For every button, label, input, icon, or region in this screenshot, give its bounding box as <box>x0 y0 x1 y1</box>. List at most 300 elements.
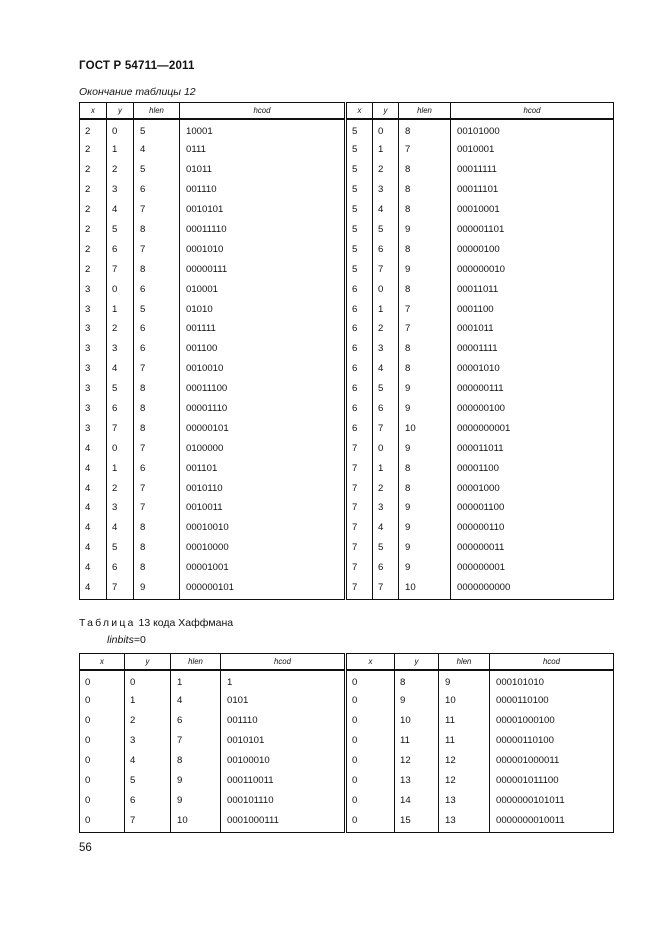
cell-x: 2 <box>80 220 107 240</box>
cell-hcod: 000001000011 <box>490 751 614 771</box>
cell-y: 14 <box>395 790 439 810</box>
cell-hcod: 0001100 <box>451 299 614 319</box>
cell-hcod: 0010001 <box>451 140 614 160</box>
cell-x: 3 <box>80 379 107 399</box>
cell-hlen: 6 <box>134 339 180 359</box>
table-row <box>347 711 614 731</box>
cell-x: 7 <box>347 518 373 538</box>
cell-x: 0 <box>347 731 395 751</box>
cell-x: 6 <box>347 359 373 379</box>
cell-hcod: 0001010 <box>180 239 345 259</box>
table-row <box>80 399 345 419</box>
cell-hlen: 8 <box>399 478 451 498</box>
cell-hcod: 001111 <box>180 319 345 339</box>
cell-hlen: 13 <box>439 790 490 810</box>
column-header-x: x <box>347 654 395 671</box>
cell-hlen: 9 <box>399 498 451 518</box>
cell-y: 5 <box>373 538 399 558</box>
cell-hlen: 7 <box>134 239 180 259</box>
cell-x: 2 <box>80 160 107 180</box>
table-row <box>80 538 345 558</box>
cell-hcod: 000000101 <box>180 578 345 600</box>
cell-hlen: 9 <box>134 578 180 600</box>
cell-x: 0 <box>80 751 125 771</box>
cell-y: 7 <box>125 810 171 832</box>
cell-hlen: 9 <box>399 399 451 419</box>
cell-hcod: 00010001 <box>451 200 614 220</box>
cell-hlen: 8 <box>399 359 451 379</box>
cell-hcod: 0010010 <box>180 359 345 379</box>
cell-hcod: 0100000 <box>180 438 345 458</box>
cell-hcod: 00000111 <box>180 259 345 279</box>
cell-hcod: 001110 <box>180 180 345 200</box>
cell-y: 2 <box>373 160 399 180</box>
table-row <box>347 379 614 399</box>
cell-hlen: 8 <box>399 160 451 180</box>
cell-x: 7 <box>347 578 373 600</box>
cell-x: 6 <box>347 418 373 438</box>
table-row <box>347 339 614 359</box>
cell-hlen: 5 <box>134 119 180 140</box>
cell-y: 7 <box>373 418 399 438</box>
cell-hlen: 8 <box>171 751 221 771</box>
cell-y: 2 <box>373 478 399 498</box>
cell-y: 1 <box>373 458 399 478</box>
cell-y: 0 <box>373 119 399 140</box>
table-row <box>80 279 345 299</box>
cell-hcod: 000110011 <box>221 771 345 791</box>
cell-x: 0 <box>80 670 125 691</box>
table-row <box>80 319 345 339</box>
table-row <box>80 119 345 140</box>
cell-hlen: 9 <box>439 670 490 691</box>
cell-hlen: 9 <box>399 438 451 458</box>
cell-x: 0 <box>347 771 395 791</box>
cell-hlen: 10 <box>399 578 451 600</box>
cell-hcod: 0000110100 <box>490 691 614 711</box>
cell-x: 0 <box>347 751 395 771</box>
table-row <box>80 458 345 478</box>
table-row <box>347 670 614 691</box>
cell-hcod: 00000100 <box>451 239 614 259</box>
cell-hlen: 6 <box>134 180 180 200</box>
cell-y: 7 <box>107 578 134 600</box>
table-row <box>80 239 345 259</box>
table-row <box>347 538 614 558</box>
cell-hlen: 8 <box>399 200 451 220</box>
cell-hlen: 6 <box>134 319 180 339</box>
table-row <box>80 711 345 731</box>
cell-hcod: 0001011 <box>451 319 614 339</box>
cell-hcod: 00001010 <box>451 359 614 379</box>
cell-y: 7 <box>107 418 134 438</box>
cell-y: 6 <box>107 239 134 259</box>
cell-x: 7 <box>347 478 373 498</box>
cell-x: 2 <box>80 239 107 259</box>
table-row <box>80 379 345 399</box>
column-header-y: y <box>373 103 399 120</box>
cell-y: 2 <box>107 478 134 498</box>
table13-caption-title: 13 кода Хаффмана <box>138 617 234 629</box>
cell-hcod: 000000110 <box>451 518 614 538</box>
table-row <box>80 299 345 319</box>
cell-y: 12 <box>395 751 439 771</box>
cell-x: 0 <box>347 691 395 711</box>
page-number: 56 <box>79 842 92 854</box>
cell-hlen: 8 <box>399 119 451 140</box>
cell-x: 6 <box>347 319 373 339</box>
cell-hcod: 00011110 <box>180 220 345 240</box>
table-row <box>80 498 345 518</box>
cell-hlen: 6 <box>171 711 221 731</box>
cell-hcod: 001101 <box>180 458 345 478</box>
table-row <box>347 220 614 240</box>
cell-hlen: 8 <box>399 180 451 200</box>
cell-hcod: 00001111 <box>451 339 614 359</box>
table13-right-half <box>346 653 614 833</box>
cell-hcod: 000000011 <box>451 538 614 558</box>
cell-hlen: 12 <box>439 771 490 791</box>
cell-x: 3 <box>80 339 107 359</box>
cell-y: 6 <box>107 558 134 578</box>
cell-hlen: 13 <box>439 810 490 832</box>
linbits-note <box>107 634 146 646</box>
table-row <box>80 691 345 711</box>
cell-hlen: 9 <box>399 518 451 538</box>
cell-x: 3 <box>80 418 107 438</box>
cell-x: 0 <box>347 670 395 691</box>
table-row <box>80 259 345 279</box>
cell-y: 3 <box>125 731 171 751</box>
cell-hcod: 0101 <box>221 691 345 711</box>
cell-hlen: 7 <box>399 319 451 339</box>
cell-x: 6 <box>347 299 373 319</box>
cell-hcod: 01011 <box>180 160 345 180</box>
cell-y: 5 <box>107 379 134 399</box>
cell-y: 4 <box>373 518 399 538</box>
table-row <box>347 359 614 379</box>
table-row <box>80 140 345 160</box>
table-row <box>80 200 345 220</box>
column-header-hlen: hlen <box>439 654 490 671</box>
column-header-hcod: hcod <box>180 103 345 120</box>
cell-x: 0 <box>80 711 125 731</box>
cell-x: 0 <box>80 790 125 810</box>
cell-x: 3 <box>80 359 107 379</box>
table-row <box>347 498 614 518</box>
cell-hlen: 9 <box>399 379 451 399</box>
cell-x: 4 <box>80 478 107 498</box>
cell-x: 0 <box>347 790 395 810</box>
cell-hcod: 000000111 <box>451 379 614 399</box>
cell-x: 4 <box>80 538 107 558</box>
cell-y: 6 <box>373 558 399 578</box>
cell-hcod: 001110 <box>221 711 345 731</box>
table-row <box>80 418 345 438</box>
document-code: ГОСТ Р 54711—2011 <box>79 60 195 72</box>
table-row <box>347 200 614 220</box>
cell-hlen: 8 <box>134 220 180 240</box>
cell-hcod: 00001000100 <box>490 711 614 731</box>
cell-hcod: 00000101 <box>180 418 345 438</box>
cell-y: 2 <box>107 160 134 180</box>
cell-y: 6 <box>373 239 399 259</box>
cell-y: 4 <box>373 359 399 379</box>
cell-y: 6 <box>107 399 134 419</box>
table-row <box>347 578 614 600</box>
cell-y: 5 <box>125 771 171 791</box>
cell-x: 3 <box>80 399 107 419</box>
cell-hlen: 8 <box>134 399 180 419</box>
column-header-hlen: hlen <box>399 103 451 120</box>
cell-hcod: 0010101 <box>180 200 345 220</box>
cell-x: 0 <box>347 810 395 832</box>
cell-x: 4 <box>80 438 107 458</box>
table-row <box>347 458 614 478</box>
cell-hlen: 11 <box>439 731 490 751</box>
table-row <box>347 771 614 791</box>
cell-x: 3 <box>80 299 107 319</box>
cell-y: 4 <box>107 200 134 220</box>
cell-x: 2 <box>80 140 107 160</box>
cell-x: 2 <box>80 180 107 200</box>
cell-hcod: 000101010 <box>490 670 614 691</box>
cell-x: 7 <box>347 538 373 558</box>
cell-hlen: 7 <box>134 498 180 518</box>
cell-x: 7 <box>347 458 373 478</box>
cell-hlen: 10 <box>171 810 221 832</box>
cell-hcod: 0010011 <box>180 498 345 518</box>
cell-x: 0 <box>347 711 395 731</box>
table-row <box>347 160 614 180</box>
cell-hlen: 8 <box>134 518 180 538</box>
table-row <box>347 518 614 538</box>
cell-y: 7 <box>107 259 134 279</box>
cell-x: 5 <box>347 160 373 180</box>
cell-hlen: 9 <box>171 790 221 810</box>
cell-hcod: 000001101 <box>451 220 614 240</box>
cell-y: 3 <box>373 180 399 200</box>
table-row <box>347 140 614 160</box>
table-row <box>80 670 345 691</box>
column-header-hcod: hcod <box>451 103 614 120</box>
table-row <box>347 751 614 771</box>
cell-hlen: 8 <box>134 259 180 279</box>
table-row <box>80 731 345 751</box>
cell-x: 0 <box>80 771 125 791</box>
table12-left-half <box>79 102 345 600</box>
cell-hlen: 7 <box>399 140 451 160</box>
table-row <box>80 790 345 810</box>
cell-hlen: 4 <box>134 140 180 160</box>
cell-x: 5 <box>347 180 373 200</box>
table-row <box>80 339 345 359</box>
table13-caption-label: Таблица <box>79 617 136 629</box>
table-row <box>80 518 345 538</box>
cell-hlen: 7 <box>134 438 180 458</box>
cell-x: 0 <box>80 691 125 711</box>
cell-x: 4 <box>80 558 107 578</box>
cell-y: 11 <box>395 731 439 751</box>
cell-x: 4 <box>80 518 107 538</box>
cell-hlen: 8 <box>399 279 451 299</box>
column-header-x: x <box>80 103 107 120</box>
cell-x: 5 <box>347 119 373 140</box>
table-row <box>80 478 345 498</box>
table-row <box>80 180 345 200</box>
cell-x: 2 <box>80 259 107 279</box>
cell-x: 3 <box>80 279 107 299</box>
cell-hcod: 00011101 <box>451 180 614 200</box>
cell-x: 6 <box>347 379 373 399</box>
cell-y: 8 <box>395 670 439 691</box>
column-header-x: x <box>80 654 125 671</box>
cell-hcod: 00100010 <box>221 751 345 771</box>
cell-y: 0 <box>107 438 134 458</box>
cell-hlen: 9 <box>399 538 451 558</box>
cell-hlen: 7 <box>134 478 180 498</box>
table-row <box>347 259 614 279</box>
cell-hcod: 00101000 <box>451 119 614 140</box>
cell-hcod: 1 <box>221 670 345 691</box>
cell-y: 9 <box>395 691 439 711</box>
table-row <box>347 478 614 498</box>
cell-hlen: 9 <box>399 220 451 240</box>
cell-y: 13 <box>395 771 439 791</box>
cell-y: 1 <box>107 140 134 160</box>
cell-hcod: 0111 <box>180 140 345 160</box>
cell-hlen: 8 <box>134 379 180 399</box>
column-header-x: x <box>347 103 373 120</box>
cell-x: 5 <box>347 220 373 240</box>
cell-hcod: 0000000010011 <box>490 810 614 832</box>
cell-y: 5 <box>107 538 134 558</box>
cell-hcod: 000101110 <box>221 790 345 810</box>
cell-hcod: 00001000 <box>451 478 614 498</box>
table-row <box>347 438 614 458</box>
cell-hlen: 8 <box>399 458 451 478</box>
cell-hcod: 010001 <box>180 279 345 299</box>
cell-x: 6 <box>347 339 373 359</box>
column-header-hlen: hlen <box>171 654 221 671</box>
cell-hlen: 5 <box>134 160 180 180</box>
cell-hcod: 00000110100 <box>490 731 614 751</box>
cell-y: 2 <box>107 319 134 339</box>
column-header-y: y <box>125 654 171 671</box>
cell-hlen: 8 <box>134 558 180 578</box>
cell-hlen: 7 <box>399 299 451 319</box>
cell-y: 4 <box>125 751 171 771</box>
cell-x: 5 <box>347 200 373 220</box>
cell-hcod: 0000000101011 <box>490 790 614 810</box>
cell-y: 0 <box>373 279 399 299</box>
cell-x: 0 <box>80 810 125 832</box>
cell-y: 1 <box>373 140 399 160</box>
cell-hlen: 10 <box>439 691 490 711</box>
cell-y: 3 <box>373 498 399 518</box>
cell-hlen: 9 <box>171 771 221 791</box>
cell-y: 0 <box>125 670 171 691</box>
cell-hcod: 0000000000 <box>451 578 614 600</box>
cell-hlen: 8 <box>134 538 180 558</box>
cell-x: 4 <box>80 498 107 518</box>
cell-hcod: 00001100 <box>451 458 614 478</box>
cell-x: 6 <box>347 279 373 299</box>
cell-y: 3 <box>107 339 134 359</box>
cell-hlen: 6 <box>134 458 180 478</box>
cell-hcod: 00011111 <box>451 160 614 180</box>
column-header-hcod: hcod <box>490 654 614 671</box>
cell-hcod: 00010000 <box>180 538 345 558</box>
cell-x: 4 <box>80 578 107 600</box>
cell-y: 5 <box>373 220 399 240</box>
cell-hcod: 0000000001 <box>451 418 614 438</box>
cell-hlen: 12 <box>439 751 490 771</box>
table-row <box>347 239 614 259</box>
table-row <box>80 810 345 832</box>
cell-x: 7 <box>347 498 373 518</box>
cell-y: 2 <box>125 711 171 731</box>
column-header-y: y <box>107 103 134 120</box>
cell-hlen: 8 <box>399 239 451 259</box>
cell-hcod: 00001001 <box>180 558 345 578</box>
cell-hlen: 10 <box>399 418 451 438</box>
cell-x: 5 <box>347 239 373 259</box>
linbits-label: linbits <box>107 634 134 646</box>
table-row <box>347 299 614 319</box>
table-row <box>80 578 345 600</box>
cell-x: 0 <box>80 731 125 751</box>
cell-hcod: 00011011 <box>451 279 614 299</box>
column-header-y: y <box>395 654 439 671</box>
table-row <box>347 810 614 832</box>
cell-y: 1 <box>107 299 134 319</box>
table-row <box>80 359 345 379</box>
cell-hcod: 00010010 <box>180 518 345 538</box>
table-row <box>347 731 614 751</box>
cell-y: 5 <box>107 220 134 240</box>
table-row <box>347 279 614 299</box>
cell-hlen: 1 <box>171 670 221 691</box>
cell-y: 0 <box>373 438 399 458</box>
cell-hcod: 00011100 <box>180 379 345 399</box>
table13-left-half <box>79 653 345 833</box>
table-row <box>347 558 614 578</box>
cell-hcod: 10001 <box>180 119 345 140</box>
cell-x: 5 <box>347 259 373 279</box>
cell-y: 2 <box>373 319 399 339</box>
table-row <box>347 119 614 140</box>
cell-x: 4 <box>80 458 107 478</box>
table13-caption <box>79 617 233 629</box>
cell-y: 0 <box>107 279 134 299</box>
cell-y: 3 <box>373 339 399 359</box>
cell-hcod: 0001000111 <box>221 810 345 832</box>
table-row <box>347 790 614 810</box>
cell-y: 15 <box>395 810 439 832</box>
table-row <box>347 180 614 200</box>
cell-y: 0 <box>107 119 134 140</box>
cell-y: 4 <box>373 200 399 220</box>
cell-hlen: 5 <box>134 299 180 319</box>
cell-hcod: 0010110 <box>180 478 345 498</box>
cell-hcod: 00001110 <box>180 399 345 419</box>
cell-hlen: 7 <box>171 731 221 751</box>
cell-x: 7 <box>347 558 373 578</box>
table-row <box>347 418 614 438</box>
cell-y: 6 <box>125 790 171 810</box>
cell-y: 3 <box>107 498 134 518</box>
